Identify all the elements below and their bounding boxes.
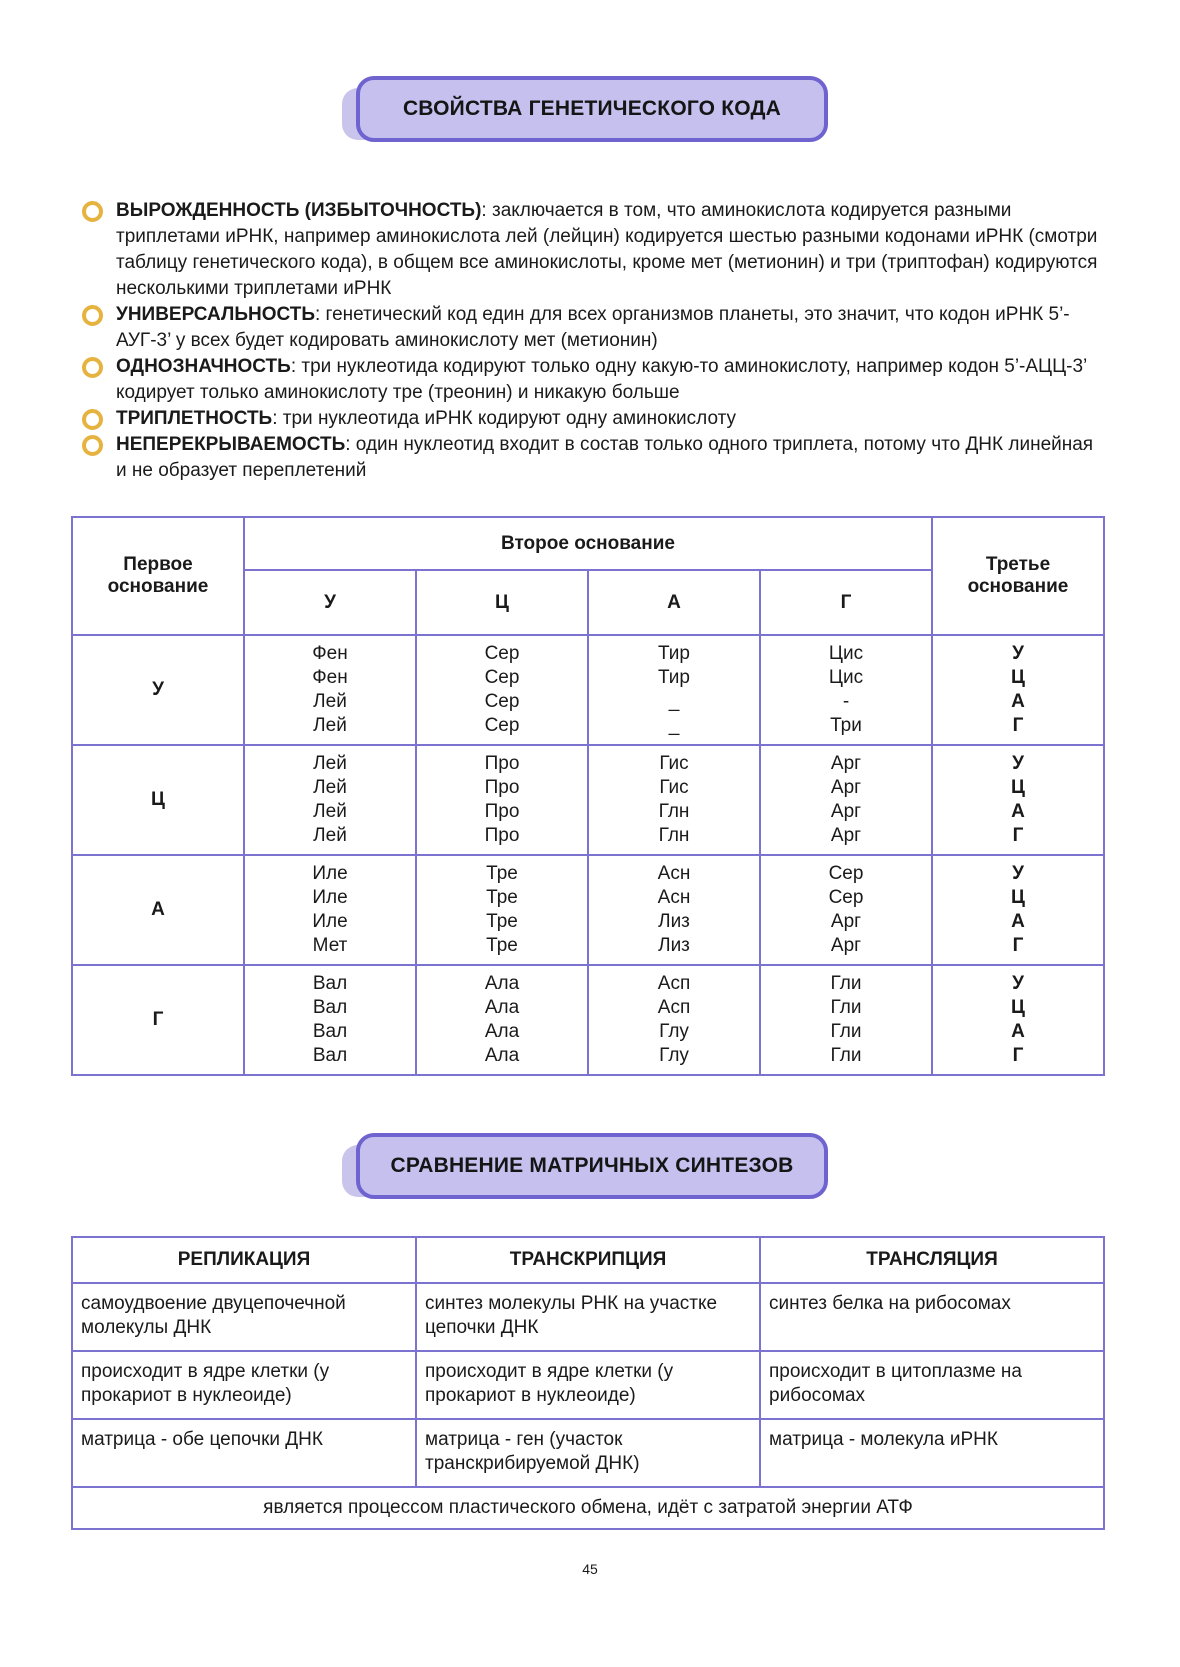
codon-row: [72, 635, 1104, 745]
section-banner-genetic-code: [342, 76, 832, 136]
amino-acid: Асн: [657, 863, 691, 884]
amino-acid: Фен: [312, 667, 348, 688]
property-item: [82, 198, 1102, 302]
comparison-cell: происходит в цитоплазме на рибосомах: [760, 1351, 1104, 1419]
property-term: ТРИПЛЕТНОСТЬ: [116, 408, 273, 429]
amino-acid: Лей: [313, 801, 347, 822]
amino-acid-cell: [760, 635, 932, 745]
first-base-cell: Г: [72, 965, 244, 1075]
amino-acid: Гли: [830, 997, 862, 1018]
third-base-cell: [932, 635, 1104, 745]
properties-list: [82, 198, 1102, 484]
amino-acid: Тре: [486, 911, 518, 932]
property-text: : три нуклеотида иРНК кодируют одну аминокислоту: [272, 408, 737, 429]
amino-acid: Гли: [830, 1045, 862, 1066]
codon-row: [72, 855, 1104, 965]
amino-acid: Сер: [828, 863, 864, 884]
third-base: У: [1012, 863, 1024, 884]
property-text: : три нуклеотида кодируют только одну какую-то аминокислоту, например кодон 5’-АЦЦ-3’ кодирует только аминокислоту тре (треонин) и никакую больше: [116, 356, 1087, 403]
property-item: [82, 406, 1102, 432]
amino-acid: Глу: [659, 1021, 689, 1042]
comparison-cell: матрица - молекула иРНК: [760, 1419, 1104, 1487]
amino-acid-cell: [588, 965, 760, 1075]
third-base: Г: [1012, 1045, 1024, 1066]
property-term: ВЫРОЖДЕННОСТЬ (ИЗБЫТОЧНОСТЬ): [116, 200, 482, 221]
third-base: А: [1011, 911, 1025, 932]
third-base-cell: [932, 855, 1104, 965]
comparison-cell: самоудвоение двуцепочечной молекулы ДНК: [72, 1283, 416, 1351]
amino-acid: Тир: [658, 667, 690, 688]
amino-acid: Сер: [484, 715, 520, 736]
amino-acid: Про: [484, 777, 520, 798]
second-base-g: Г: [760, 570, 932, 635]
comparison-footer-row: [72, 1487, 1104, 1529]
amino-acid: Лей: [313, 825, 347, 846]
third-base-cell: [932, 965, 1104, 1075]
amino-acid: Арг: [830, 801, 862, 822]
comparison-row: [72, 1419, 1104, 1487]
amino-acid: Иле: [312, 887, 348, 908]
amino-acid: Ала: [484, 973, 520, 994]
amino-acid: Вал: [312, 1045, 348, 1066]
section-banner-matrix-synthesis: [342, 1133, 832, 1193]
amino-acid: Три: [830, 715, 862, 736]
first-base-cell: А: [72, 855, 244, 965]
third-base: Ц: [1011, 997, 1025, 1018]
property-item: [82, 354, 1102, 406]
third-base: А: [1011, 691, 1025, 712]
header-transcription: ТРАНСКРИПЦИЯ: [416, 1237, 760, 1283]
amino-acid-cell: [416, 745, 588, 855]
amino-acid-cell: [760, 745, 932, 855]
comparison-row: [72, 1351, 1104, 1419]
amino-acid: Про: [484, 753, 520, 774]
codon-row: [72, 745, 1104, 855]
amino-acid: Сер: [484, 643, 520, 664]
amino-acid-cell: [244, 855, 416, 965]
amino-acid: Гли: [830, 1021, 862, 1042]
amino-acid: Цис: [828, 667, 864, 688]
codon-row: [72, 965, 1104, 1075]
property-text: : заключается в том, что аминокислота кодируется разными триплетами иРНК, например аминокислота лей (лейцин) кодируется шестью разными кодонами иРНК (смотри таблицу генетического кода), в общем все аминокислоты, кроме мет (метионин) и три (триптофан) кодируются несколькими триплетами иРНК: [116, 200, 1098, 299]
second-base-header: Второе основание: [244, 517, 932, 570]
property-text: : генетический код един для всех организмов планеты, это значит, что кодон иРНК 5’-АУГ-3’ у всех будет кодировать аминокислоту мет (метионин): [116, 304, 1070, 351]
second-base-u: У: [244, 570, 416, 635]
amino-acid: Лей: [313, 753, 347, 774]
amino-acid: Асн: [657, 887, 691, 908]
amino-acid: Глн: [658, 801, 690, 822]
ring-bullet-icon: [82, 357, 103, 378]
amino-acid: Гис: [659, 753, 689, 774]
third-base: У: [1012, 643, 1024, 664]
comparison-cell: матрица - обе цепочки ДНК: [72, 1419, 416, 1487]
amino-acid: Лей: [313, 691, 347, 712]
property-term: УНИВЕРСАЛЬНОСТЬ: [116, 304, 315, 325]
amino-acid: Про: [484, 801, 520, 822]
matrix-synthesis-table: [71, 1236, 1105, 1530]
amino-acid-cell: [588, 745, 760, 855]
amino-acid-cell: [244, 635, 416, 745]
amino-acid: Арг: [830, 753, 862, 774]
comparison-footer: является процессом пластического обмена, идёт с затратой энергии АТФ: [72, 1487, 1104, 1529]
comparison-cell: происходит в ядре клетки (у прокариот в нуклеоиде): [416, 1351, 760, 1419]
amino-acid: Ала: [484, 997, 520, 1018]
amino-acid: Асп: [657, 997, 691, 1018]
third-base: Ц: [1011, 777, 1025, 798]
amino-acid-cell: [760, 965, 932, 1075]
amino-acid: Глу: [659, 1045, 689, 1066]
amino-acid: Иле: [312, 911, 348, 932]
amino-acid: Мет: [312, 935, 348, 956]
comparison-cell: матрица - ген (участок транскрибируемой ДНК): [416, 1419, 760, 1487]
amino-acid: Вал: [312, 973, 348, 994]
property-term: НЕПЕРЕКРЫВАЕМОСТЬ: [116, 434, 346, 455]
amino-acid: Фен: [312, 643, 348, 664]
amino-acid: Вал: [312, 1021, 348, 1042]
amino-acid: Про: [484, 825, 520, 846]
amino-acid-cell: [244, 745, 416, 855]
third-base-header: Третье основание: [932, 517, 1104, 635]
header-translation: ТРАНСЛЯЦИЯ: [760, 1237, 1104, 1283]
third-base: Г: [1012, 825, 1024, 846]
comparison-cell: происходит в ядре клетки (у прокариот в нуклеоиде): [72, 1351, 416, 1419]
amino-acid-cell: [416, 855, 588, 965]
amino-acid-cell: [760, 855, 932, 965]
amino-acid: Сер: [484, 667, 520, 688]
amino-acid: Иле: [312, 863, 348, 884]
amino-acid: Гис: [659, 777, 689, 798]
third-base: Г: [1012, 715, 1024, 736]
third-base: Ц: [1011, 887, 1025, 908]
amino-acid: Арг: [830, 935, 862, 956]
amino-acid: Асп: [657, 973, 691, 994]
first-base-header: Первое основание: [72, 517, 244, 635]
property-term: ОДНОЗНАЧНОСТЬ: [116, 356, 291, 377]
third-base: Ц: [1011, 667, 1025, 688]
amino-acid: Глн: [658, 825, 690, 846]
third-base: А: [1011, 1021, 1025, 1042]
comparison-cell: синтез молекулы РНК на участке цепочки ДНК: [416, 1283, 760, 1351]
ring-bullet-icon: [82, 409, 103, 430]
amino-acid-cell: [588, 635, 760, 745]
amino-acid-cell: [416, 635, 588, 745]
amino-acid: Тре: [486, 935, 518, 956]
ring-bullet-icon: [82, 435, 103, 456]
amino-acid: Арг: [830, 777, 862, 798]
section-title: СВОЙСТВА ГЕНЕТИЧЕСКОГО КОДА: [356, 76, 828, 142]
amino-acid: Ала: [484, 1021, 520, 1042]
amino-acid: Гли: [830, 973, 862, 994]
header-replication: РЕПЛИКАЦИЯ: [72, 1237, 416, 1283]
ring-bullet-icon: [82, 305, 103, 326]
amino-acid: Тре: [486, 863, 518, 884]
property-item: [82, 302, 1102, 354]
second-base-a: А: [588, 570, 760, 635]
amino-acid: Вал: [312, 997, 348, 1018]
third-base: У: [1012, 753, 1024, 774]
amino-acid-cell: [244, 965, 416, 1075]
genetic-code-table: [71, 516, 1105, 1076]
property-item: [82, 432, 1102, 484]
amino-acid: Цис: [828, 643, 864, 664]
amino-acid: Лиз: [658, 935, 690, 956]
section-title: СРАВНЕНИЕ МАТРИЧНЫХ СИНТЕЗОВ: [356, 1133, 828, 1199]
amino-acid: Арг: [830, 911, 862, 932]
amino-acid: _: [668, 715, 680, 736]
amino-acid: Сер: [828, 887, 864, 908]
third-base: А: [1011, 801, 1025, 822]
comparison-row: [72, 1283, 1104, 1351]
amino-acid: Ала: [484, 1045, 520, 1066]
property-text: : один нуклеотид входит в состав только одного триплета, потому что ДНК линейная и не образует переплетений: [116, 434, 1094, 481]
third-base: У: [1012, 973, 1024, 994]
first-base-cell: У: [72, 635, 244, 745]
comparison-cell: синтез белка на рибосомах: [760, 1283, 1104, 1351]
amino-acid: Арг: [830, 825, 862, 846]
ring-bullet-icon: [82, 201, 103, 222]
third-base-cell: [932, 745, 1104, 855]
amino-acid: _: [668, 691, 680, 712]
first-base-cell: Ц: [72, 745, 244, 855]
amino-acid: Тре: [486, 887, 518, 908]
amino-acid: Лей: [313, 715, 347, 736]
page-number: 45: [582, 1561, 598, 1577]
amino-acid: Лиз: [658, 911, 690, 932]
amino-acid-cell: [416, 965, 588, 1075]
amino-acid: -: [842, 691, 850, 712]
amino-acid: Лей: [313, 777, 347, 798]
amino-acid: Тир: [658, 643, 690, 664]
amino-acid-cell: [588, 855, 760, 965]
third-base: Г: [1012, 935, 1024, 956]
second-base-c: Ц: [416, 570, 588, 635]
amino-acid: Сер: [484, 691, 520, 712]
